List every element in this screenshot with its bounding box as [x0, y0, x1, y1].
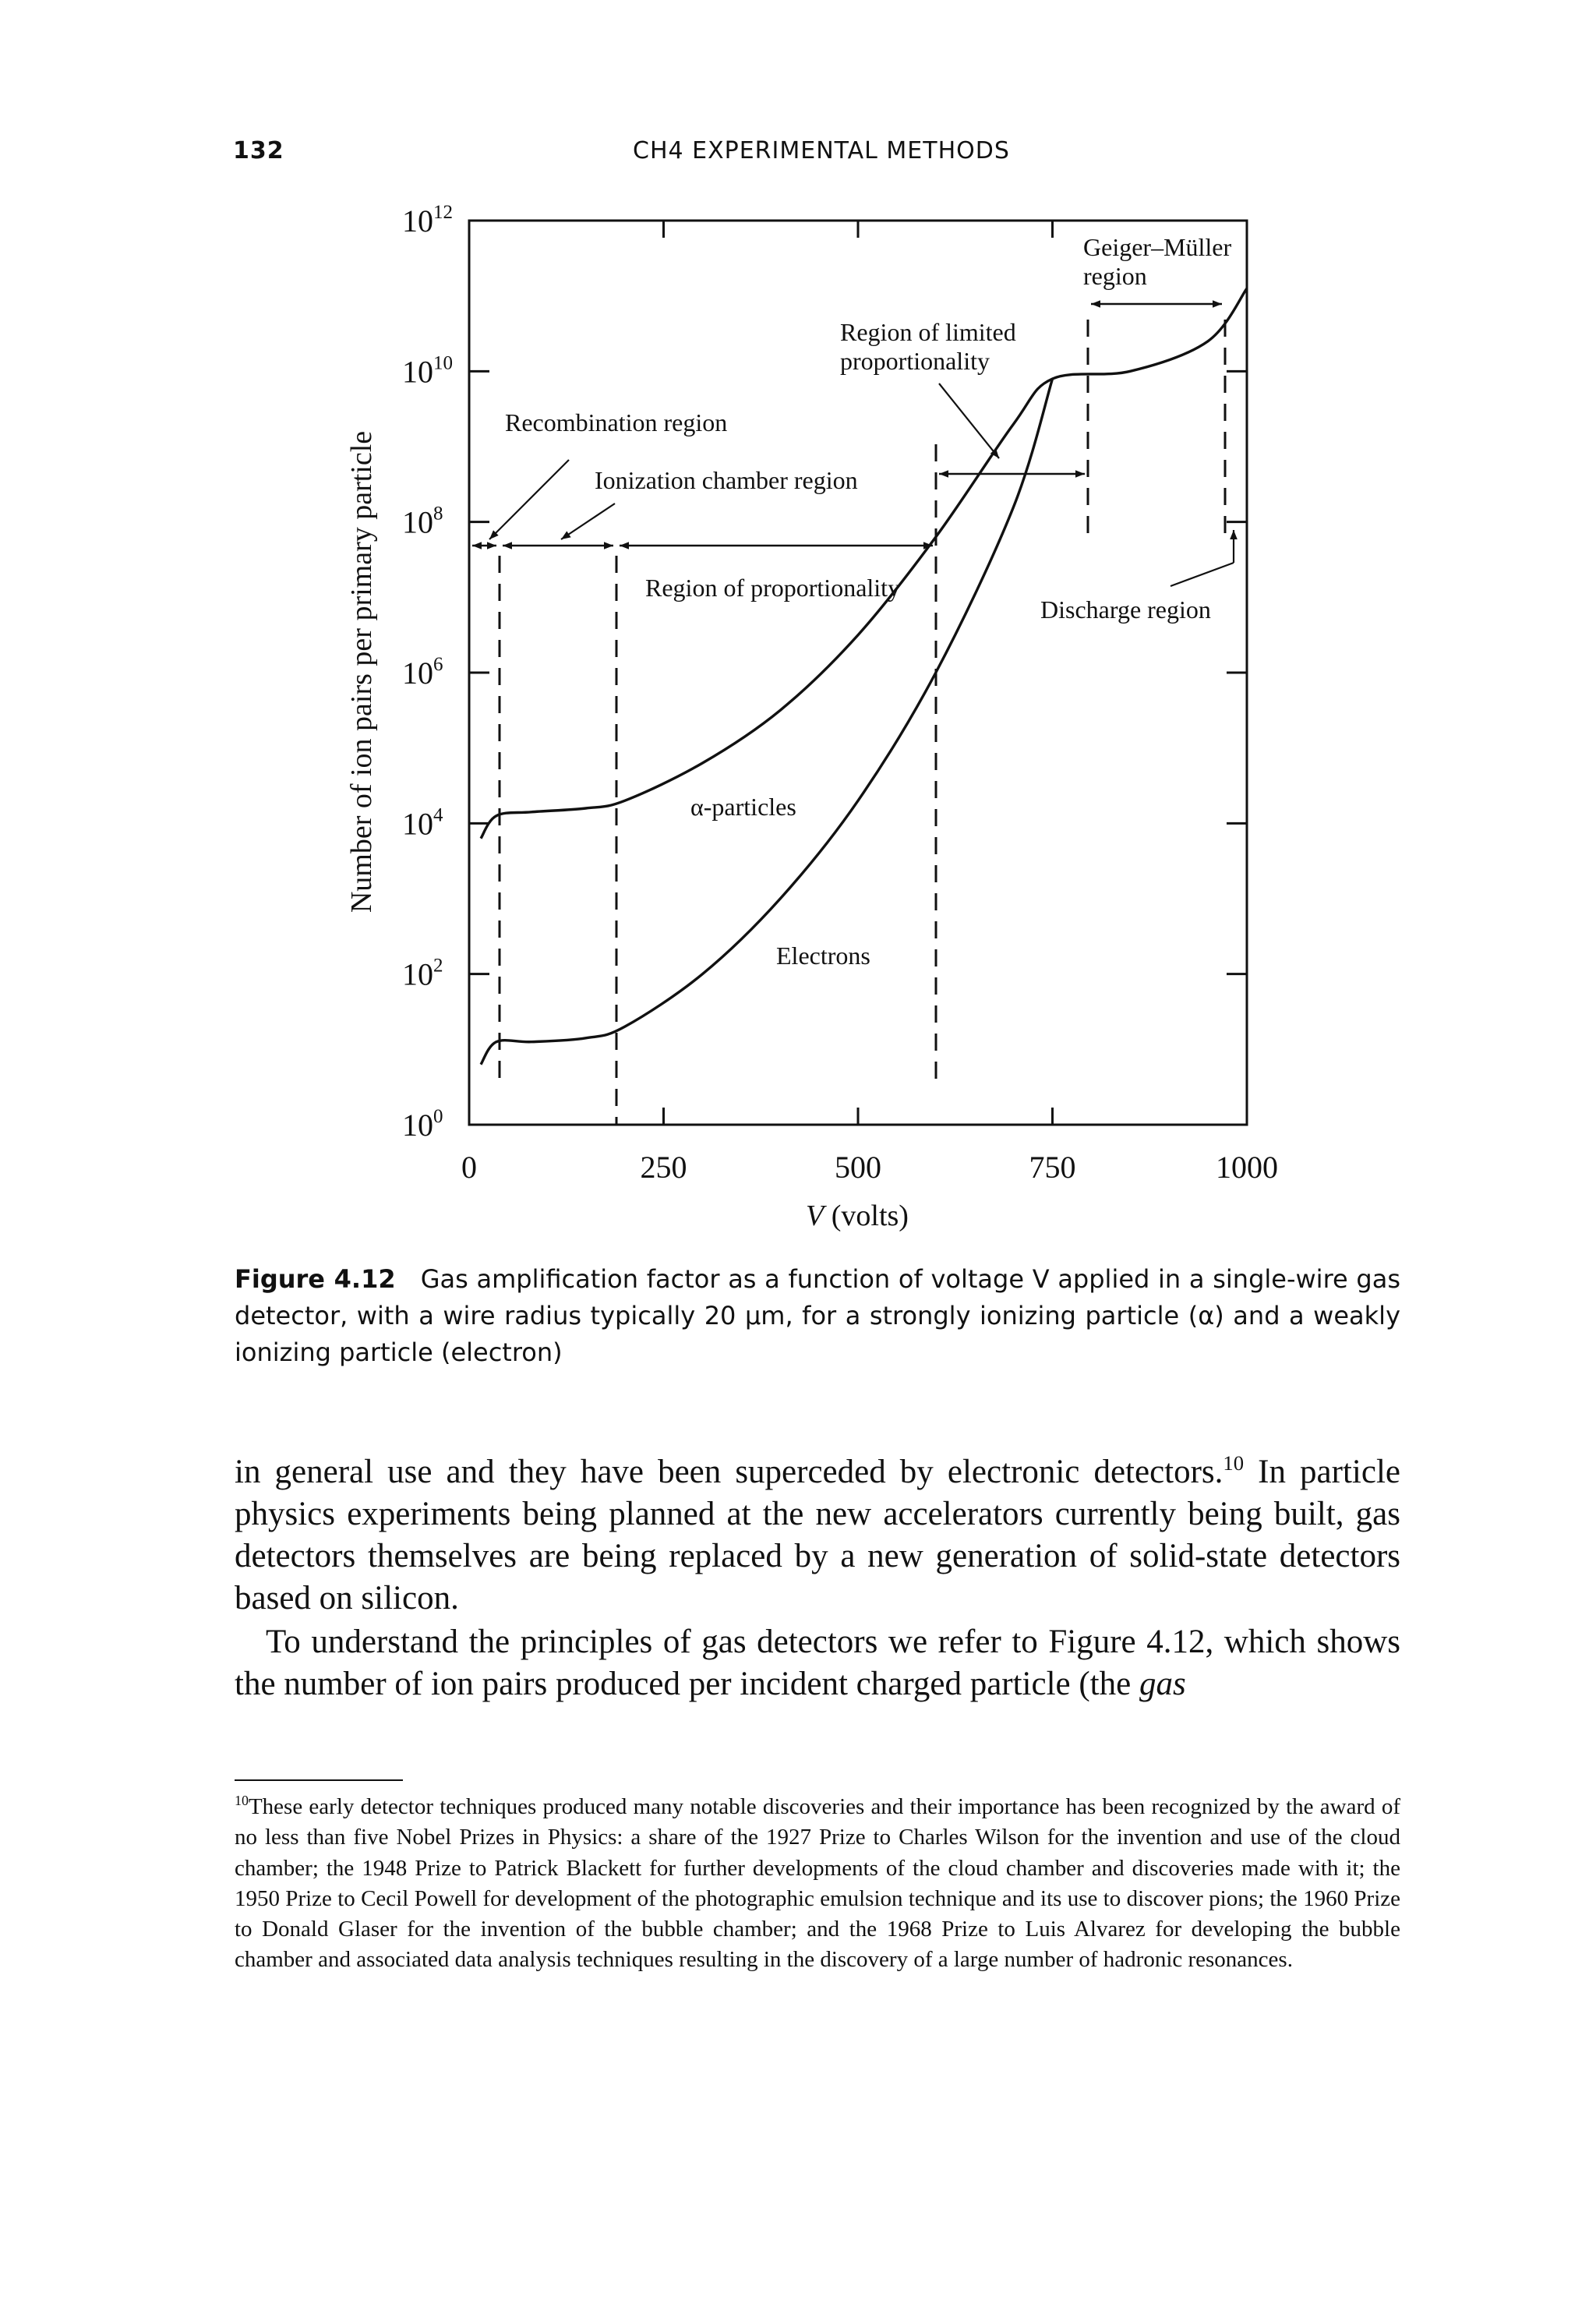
footnote-text: These early detector techniques produced many notable discoveries and their importance has been recognized by the award of no less than five Nobel Prizes in Physics: a share of the 1927 Prize to Charles Wilson for the invention and use of the cloud chamber; the 1948 Prize to Patrick Blackett for further developments of the cloud chamber and discoveries made with it; the 1950 Prize to Cecil Powell for development of the photographic emulsion technique and its use to discover pions; the 1960 Prize to Donald Glaser for the invention of the bubble chamber; and the 1968 Prize to Luis Alvarez for developing the bubble chamber and associated data analysis techniques resulting in the discovery of a large number of hadronic resonances. — [235, 1794, 1400, 1973]
region-boundaries — [500, 320, 1225, 1125]
y-tick-label-3: $10^6$ — [402, 654, 443, 691]
recombination-leader — [489, 460, 569, 539]
para1-text-rest: In particle physics experiments being planned at the new accelerators currently being built, gas detectors themselves are being replaced by a new generation of solid-state detectors based on silicon. — [235, 1454, 1400, 1617]
electrons-label: Electrons — [776, 942, 870, 970]
y-tick-label-4: $10^8$ — [402, 503, 443, 540]
x-tick-label-2: 500 — [835, 1150, 881, 1185]
discharge-label: Discharge region — [1040, 595, 1211, 624]
body-paragraph-2 — [235, 1621, 1400, 1705]
geiger-muller-label-1: Geiger–Müller — [1083, 233, 1232, 261]
y-tick-label-6: $10^{12}$ — [402, 202, 453, 239]
ionization-chamber-label: Ionization chamber region — [595, 466, 858, 494]
limited-proportionality-label-1: Region of limited — [840, 318, 1016, 346]
x-axis-label — [806, 1200, 909, 1232]
y-tick-label-2: $10^4$ — [402, 804, 443, 842]
figure-caption — [235, 1261, 1400, 1371]
proportionality-label: Region of proportionality — [645, 574, 901, 602]
caption-label: Figure 4.12 — [235, 1264, 396, 1294]
y-axis-label: Number of ion pairs per primary particle — [345, 430, 378, 913]
x-tick-labels — [461, 1150, 1278, 1185]
para1-text: in general use and they have been superceded by electronic detectors. — [235, 1454, 1223, 1490]
x-axis-label-var: V — [806, 1200, 824, 1232]
region-labels — [505, 233, 1232, 970]
ionization-leader — [561, 504, 615, 539]
caption-text: Gas amplification factor as a function of voltage V applied in a single-wire gas detector, with a wire radius typically 20 μm, for a strongly ionizing particle (α) and a weakly ionizing particle (electron) — [235, 1264, 1401, 1367]
x-tick-label-3: 750 — [1029, 1150, 1076, 1185]
footnote-rule — [235, 1779, 403, 1781]
footnote-marker: 10 — [235, 1793, 249, 1809]
footnote-ref-10[interactable]: 10 — [1223, 1451, 1245, 1475]
x-tick-label-0: 0 — [461, 1150, 477, 1185]
page-number: 132 — [233, 137, 284, 164]
x-tick-label-4: 1000 — [1216, 1150, 1278, 1185]
alpha-particles-label: α-particles — [690, 793, 796, 821]
x-tick-label-1: 250 — [640, 1150, 687, 1185]
x-axis-label-unit: (volts) — [824, 1200, 909, 1232]
limited-leader — [939, 383, 999, 458]
footnote-10 — [235, 1792, 1400, 1976]
discharge-leader-a — [1171, 563, 1234, 586]
recombination-label: Recombination region — [505, 408, 728, 436]
running-head: CH4 EXPERIMENTAL METHODS — [633, 137, 1010, 164]
geiger-muller-label-2: region — [1083, 262, 1147, 290]
y-tick-labels — [402, 202, 453, 1143]
y-tick-label-5: $10^{10}$ — [402, 352, 453, 390]
para2-text: To understand the principles of gas detectors we refer to Figure 4.12, which shows the number of ion pairs produced per incident charged particle (the — [235, 1624, 1400, 1702]
para2-italic: gas — [1139, 1666, 1186, 1702]
y-tick-label-1: $10^2$ — [402, 955, 443, 992]
y-tick-label-0: $10^0$ — [402, 1106, 443, 1143]
limited-proportionality-label-2: proportionality — [840, 347, 990, 375]
body-paragraph-1 — [235, 1451, 1400, 1620]
